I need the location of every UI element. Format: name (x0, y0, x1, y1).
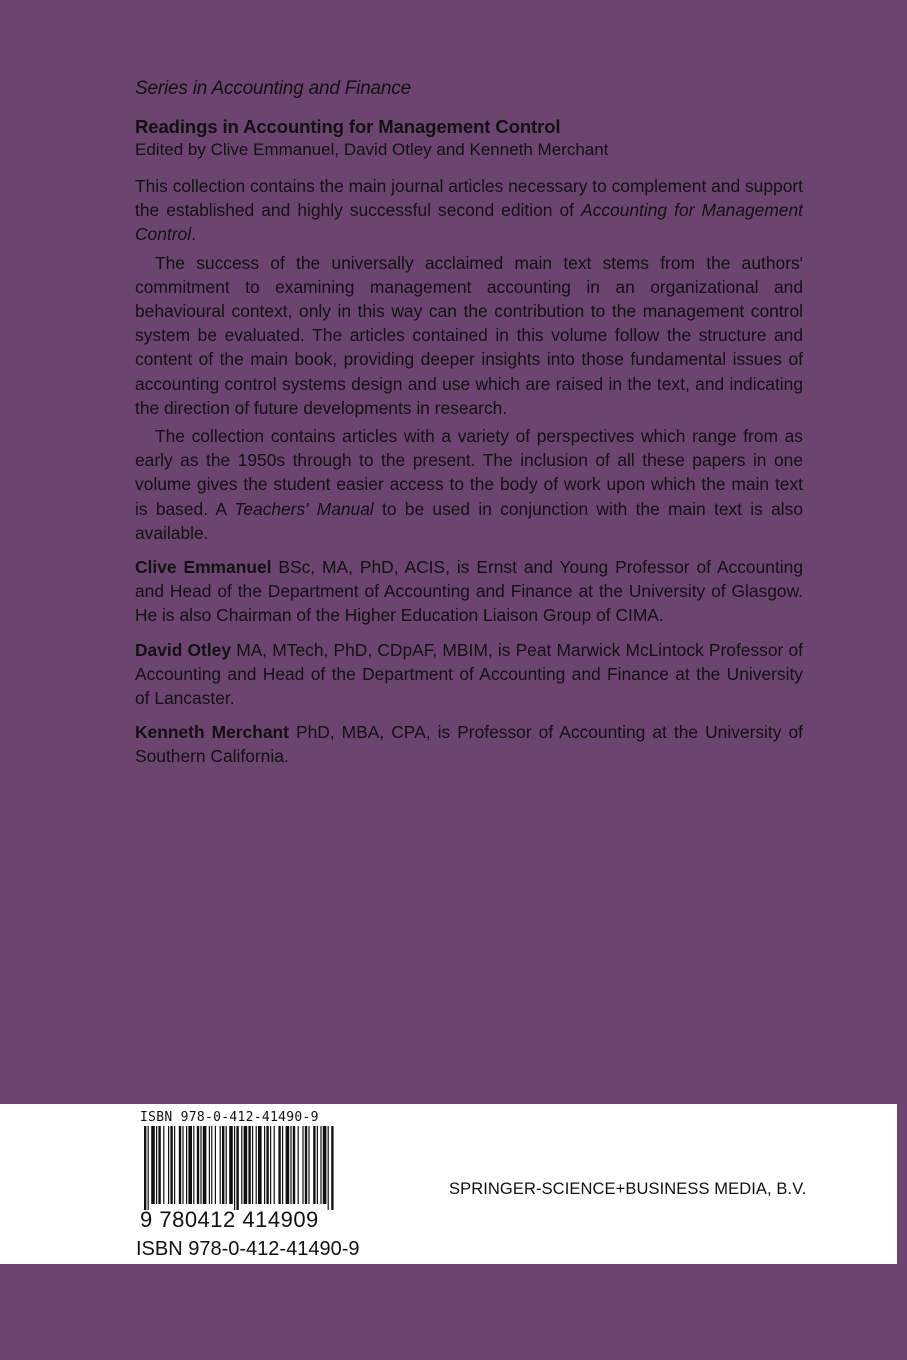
barcode-bar (151, 1126, 155, 1204)
barcode-bar (320, 1126, 321, 1204)
barcode-bar (323, 1126, 327, 1204)
barcode-bar (286, 1126, 290, 1204)
description-paragraph-3 (135, 424, 803, 545)
barcode-bar (328, 1126, 329, 1210)
barcode-bar (282, 1126, 283, 1204)
barcode-bar (302, 1126, 303, 1204)
book-title-reference: Accounting for Management Control (135, 200, 803, 245)
barcode-bar (252, 1126, 253, 1204)
editors-line: Edited by Clive Emmanuel, David Otley and Kenneth Merchant (135, 140, 609, 159)
paragraph-text: The collection contains articles with a variety of perspectives which range from as early as the 1950s through to the present. The inclusion of all these papers in one volume gives the student easier access to the body of work upon which the main text is based. A (135, 426, 803, 519)
publisher-name: SPRINGER-SCIENCE+BUSINESS MEDIA, B.V. (449, 1180, 807, 1198)
bio-kenneth-merchant (135, 720, 803, 768)
barcode-bar (264, 1126, 265, 1204)
barcode-bar (163, 1126, 164, 1204)
barcode-bar (274, 1126, 275, 1204)
barcode-bar (244, 1126, 248, 1204)
barcode-bar (308, 1126, 309, 1204)
barcode-bar (270, 1126, 271, 1204)
manual-title-reference: Teachers' Manual (234, 498, 374, 519)
barcode-bar (226, 1126, 227, 1204)
barcode-bar (256, 1126, 257, 1204)
barcode-bar (203, 1126, 207, 1204)
barcode-bar (331, 1126, 333, 1210)
barcode-bar (220, 1126, 221, 1204)
barcode-bar (241, 1126, 242, 1204)
bio-name: Kenneth Merchant (135, 722, 289, 743)
barcode-bar (170, 1126, 172, 1204)
isbn-bottom-label: ISBN 978-0-412-41490-9 (136, 1238, 360, 1260)
barcode-bar (313, 1126, 315, 1204)
paragraph-text: . (191, 224, 196, 245)
barcode-bar (209, 1126, 210, 1204)
paragraph-text: This collection contains the main journal articles necessary to complement and support the established and highly successful second edition of (135, 176, 803, 221)
barcode-bar (174, 1126, 175, 1204)
barcode-bar (197, 1126, 199, 1204)
paragraph-text: to be used in conjunction with the main text is also available. (135, 498, 803, 543)
barcode-bar (148, 1126, 149, 1210)
barcode-bar (144, 1126, 146, 1210)
description-paragraph-1 (135, 174, 803, 247)
barcode-bar (158, 1126, 160, 1204)
barcode-bar (266, 1126, 268, 1204)
barcode-bar (317, 1126, 318, 1204)
barcode-bar (236, 1126, 238, 1210)
barcode-bar (182, 1126, 183, 1204)
barcode-bar (222, 1126, 224, 1204)
barcode-bar (215, 1126, 216, 1204)
barcode-bar (278, 1126, 280, 1204)
bio-text: BSc, MA, PhD, ACIS, is Ernst and Young Professor of Accounting and Head of the Department of Accounting and Finance at the University of Glasgow. He is also Chairman of the Higher Education Liaison Group of CIMA. (135, 557, 803, 626)
barcode-icon (140, 1126, 336, 1210)
bio-text: PhD, MBA, CPA, is Professor of Accounting at the University of Southern California. (135, 722, 803, 767)
barcode-bar (186, 1126, 187, 1204)
cover-text (135, 78, 803, 769)
barcode-digits: 9 780412 414909 (140, 1207, 319, 1232)
barcode-bar (168, 1126, 169, 1204)
barcode-bar (188, 1126, 192, 1204)
barcode-bar (290, 1126, 291, 1204)
bio-clive-emmanuel (135, 555, 803, 628)
series-name: Series in Accounting and Finance (135, 78, 411, 99)
barcode-bar (293, 1126, 295, 1204)
barcode-bar (229, 1126, 233, 1204)
barcode-bar (248, 1126, 250, 1204)
barcode-bar (258, 1126, 262, 1204)
isbn-top-label: ISBN 978-0-412-41490-9 (140, 1110, 319, 1125)
barcode-bar (200, 1126, 201, 1204)
barcode-bar (298, 1126, 299, 1204)
barcode-bar (179, 1126, 181, 1204)
description-paragraph-2: The success of the universally acclaimed main text stems from the authors' commitment to examining management accounting in an organizational and behavioural context, only in this way can the contribution to the management control system be evaluated. The articles contained in this volume follow the structure and content of the main book, providing deeper insights into those fundamental issues of accounting control systems design and use which are raised in the text, and indicating the direction of future developments in research. (135, 252, 803, 418)
barcode-bar (305, 1126, 307, 1204)
barcode-bar (211, 1126, 212, 1204)
barcode-bar (156, 1126, 157, 1204)
bio-david-otley (135, 638, 803, 711)
book-title: Readings in Accounting for Management Control (135, 116, 561, 137)
bio-text: MA, MTech, PhD, CDpAF, MBIM, is Peat Marwick McLintock Professor of Accounting and Head of the Department of Accounting and Finance at the University of Lancaster. (135, 639, 804, 709)
barcode-bar (193, 1126, 194, 1204)
barcode-bar (234, 1126, 235, 1210)
bio-name: Clive Emmanuel (135, 557, 272, 578)
bio-name: David Otley (135, 639, 232, 660)
